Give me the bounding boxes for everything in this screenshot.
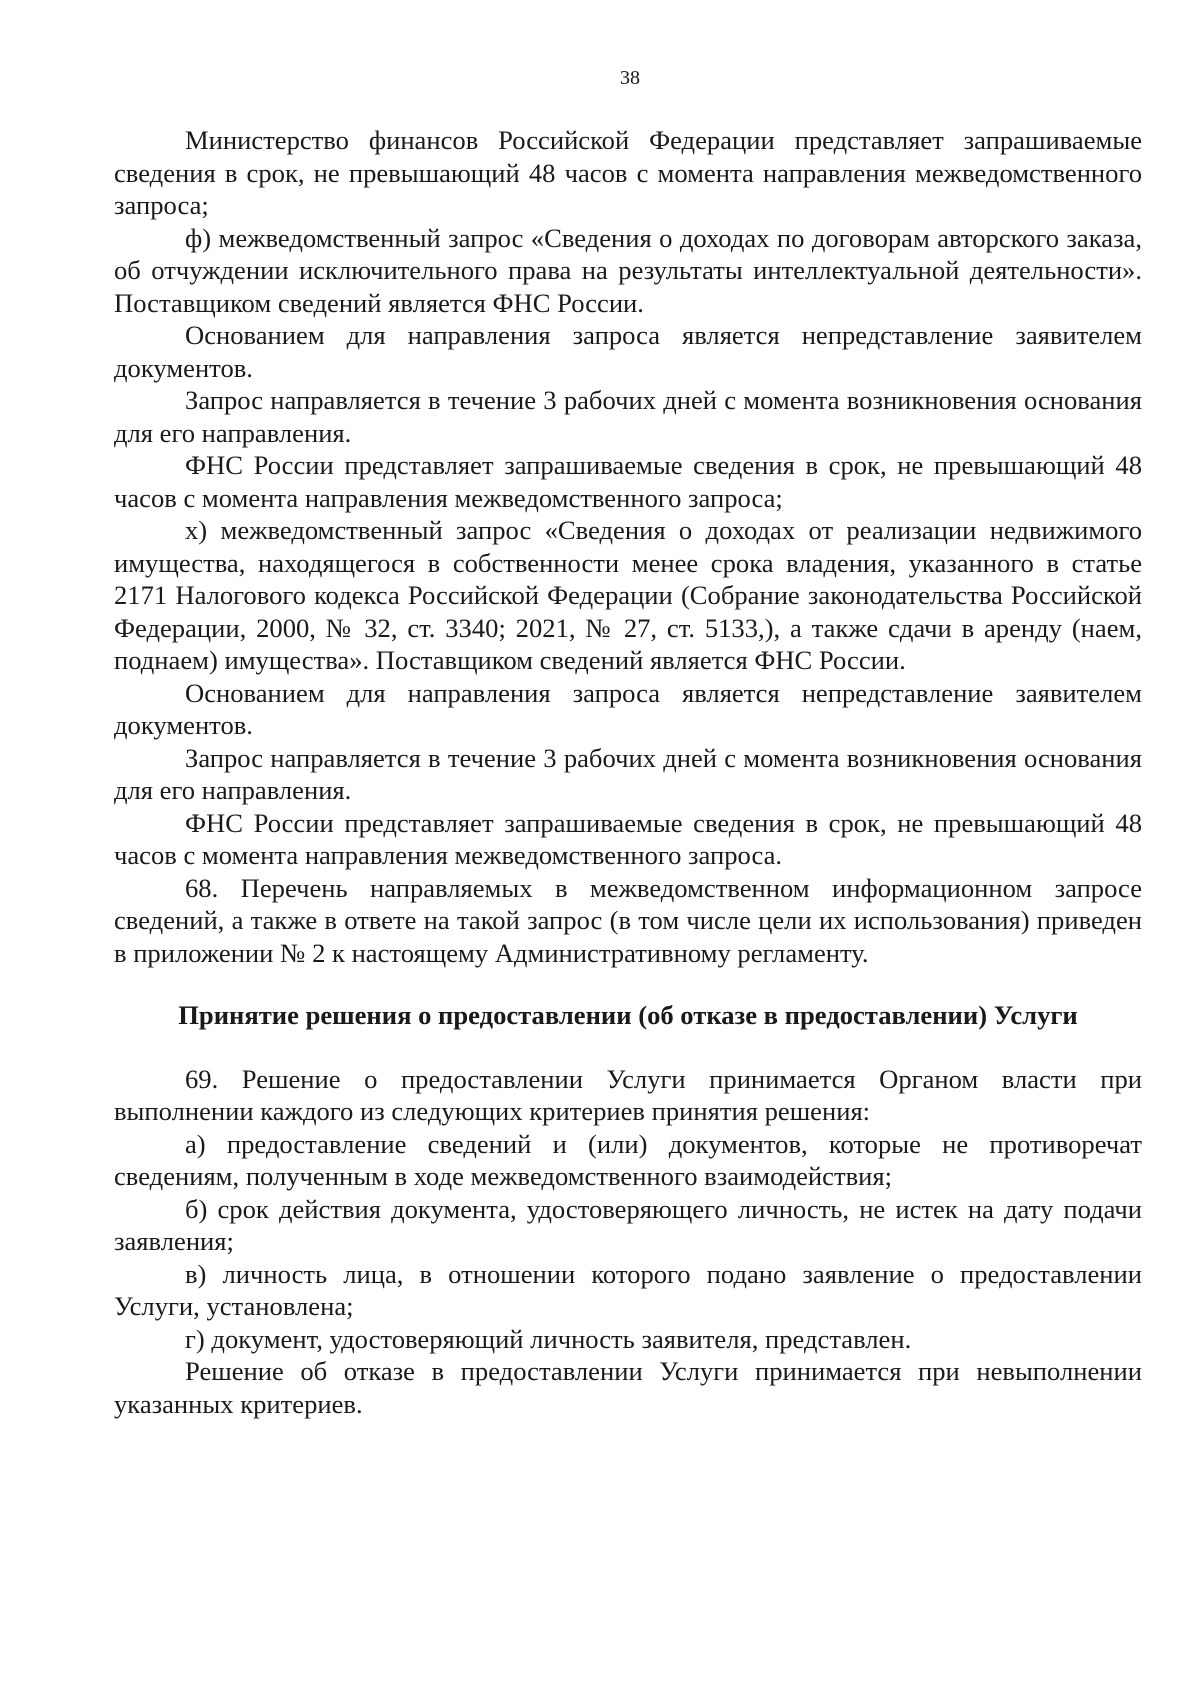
paragraph: Запрос направляется в течение 3 рабочих дней с момента возникновения основания для его направления. xyxy=(114,385,1142,448)
paragraph: 69. Решение о предоставлении Услуги принимается Органом власти при выполнении каждого из следующих критериев принятия решения: xyxy=(114,1063,1142,1126)
paragraph: ФНС России представляет запрашиваемые сведения в срок, не превышающий 48 часов с момента направления межведомственного запроса. xyxy=(114,807,1142,870)
paragraph: Основанием для направления запроса является непредставление заявителем документов. xyxy=(114,677,1142,740)
paragraph: Запрос направляется в течение 3 рабочих дней с момента возникновения основания для его направления. xyxy=(114,742,1142,805)
paragraph: х) межведомственный запрос «Сведения о доходах от реализации недвижимого имущества, находящегося в собственности менее срока владения, указанного в статье 2171 Налогового кодекса Российской Федерации (Собрание законодательства Российской Федерации, 2000, № 32, ст. 3340; 2021, № 27, ст. 5133,), а также сдачи в аренду (наем, поднаем) имущества». Поставщиком сведений является ФНС России. xyxy=(114,515,1142,675)
document-body xyxy=(114,124,1142,1420)
section-heading: Принятие решения о предоставлении (об отказе в предоставлении) Услуги xyxy=(178,1000,1078,1030)
paragraph: г) документ, удостоверяющий личность заявителя, представлен. xyxy=(185,1323,912,1354)
page-number: 38 xyxy=(620,67,640,89)
paragraph: ФНС России представляет запрашиваемые сведения в срок, не превышающий 48 часов с момента направления межведомственного запроса; xyxy=(114,450,1142,513)
paragraph: в) личность лица, в отношении которого подано заявление о предоставлении Услуги, установлена; xyxy=(114,1258,1142,1321)
paragraph: 68. Перечень направляемых в межведомственном информационном запросе сведений, а также в ответе на такой запрос (в том числе цели их использования) приведен в приложении № 2 к настоящему Административному регламенту. xyxy=(114,872,1142,968)
paragraph: а) предоставление сведений и (или) документов, которые не противоречат сведениям, полученным в ходе межведомственного взаимодействия; xyxy=(114,1128,1142,1191)
paragraph: б) срок действия документа, удостоверяющего личность, не истек на дату подачи заявления; xyxy=(114,1193,1142,1256)
paragraph: Основанием для направления запроса является непредставление заявителем документов. xyxy=(114,320,1142,383)
paragraph: ф) межведомственный запрос «Сведения о доходах по договорам авторского заказа, об отчуждении исключительного права на результаты интеллектуальной деятельности». Поставщиком сведений является ФНС России. xyxy=(114,222,1142,318)
paragraph: Решение об отказе в предоставлении Услуги принимается при невыполнении указанных критериев. xyxy=(114,1356,1142,1419)
paragraph: Министерство финансов Российской Федерации представляет запрашиваемые сведения в срок, не превышающий 48 часов с момента направления межведомственного запроса; xyxy=(114,125,1142,220)
